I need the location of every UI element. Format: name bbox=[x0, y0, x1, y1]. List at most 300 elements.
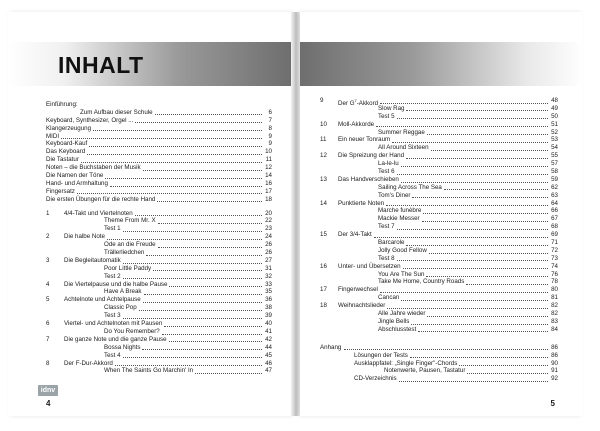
toc-entry-page: 62 bbox=[551, 183, 558, 191]
toc-entry-title: Zum Aufbau dieser Schule bbox=[80, 108, 153, 116]
dot-leader bbox=[418, 331, 548, 332]
toc-entry bbox=[320, 310, 558, 318]
toc-entry-title: Fingersatz bbox=[46, 187, 75, 195]
toc-entry-title: Hand- und Armhaltung bbox=[46, 179, 108, 187]
dot-leader bbox=[142, 349, 262, 350]
dot-leader bbox=[164, 326, 262, 327]
toc-entry bbox=[320, 168, 558, 176]
toc-entry-page: 10 bbox=[265, 148, 272, 156]
toc-entry-page: 22 bbox=[265, 217, 272, 225]
toc-entry bbox=[320, 367, 558, 375]
toc-entry-page: 26 bbox=[265, 241, 272, 249]
toc-entry-page: 86 bbox=[551, 351, 558, 359]
toc-entry-title: Take Me Home, Country Roads bbox=[378, 278, 465, 286]
dot-leader bbox=[135, 122, 262, 123]
toc-entry bbox=[320, 263, 558, 271]
toc-entry bbox=[320, 129, 558, 137]
dot-leader bbox=[143, 170, 262, 171]
page-title: INHALT bbox=[58, 52, 144, 78]
toc-entry bbox=[46, 336, 272, 344]
toc-entry-page: 64 bbox=[551, 199, 558, 207]
dot-leader bbox=[61, 138, 262, 139]
dot-leader bbox=[374, 237, 548, 238]
toc-entry-page: 52 bbox=[551, 128, 558, 136]
dot-leader bbox=[105, 178, 262, 179]
toc-entry-page: 46 bbox=[265, 359, 272, 367]
toc-entry bbox=[320, 360, 558, 368]
toc-entry-title: All Around Sixteen bbox=[378, 144, 429, 152]
toc-entry-page: 38 bbox=[265, 304, 272, 312]
toc-entry-page: 57 bbox=[551, 160, 558, 168]
toc-entry-title: CD-Verzeichnis bbox=[354, 375, 397, 383]
toc-entry-page: 48 bbox=[551, 97, 558, 104]
toc-entry-page: 68 bbox=[551, 223, 558, 231]
right-page bbox=[300, 12, 583, 416]
toc-entry bbox=[320, 318, 558, 326]
toc-entry-page: 18 bbox=[265, 195, 272, 203]
dot-leader bbox=[397, 174, 548, 175]
toc-entry-title: Test 4 bbox=[104, 351, 121, 359]
toc-entry-page: 86 bbox=[551, 343, 558, 351]
toc-right bbox=[320, 97, 558, 383]
toc-entry bbox=[320, 192, 558, 200]
toc-entry-page: 59 bbox=[551, 175, 558, 183]
dot-leader bbox=[146, 255, 262, 256]
toc-entry-title: Test 1 bbox=[104, 225, 121, 233]
toc-entry-page: 84 bbox=[551, 325, 558, 333]
toc-entry-page: 71 bbox=[551, 239, 558, 247]
toc-entry-page: 58 bbox=[551, 168, 558, 176]
toc-entry bbox=[320, 278, 558, 286]
dot-leader bbox=[77, 193, 262, 194]
dot-leader bbox=[144, 294, 263, 295]
toc-entry-page: 6 bbox=[268, 108, 272, 116]
toc-entry bbox=[46, 233, 272, 241]
toc-entry bbox=[320, 247, 558, 255]
toc-entry bbox=[320, 231, 558, 239]
page-number-right: 5 bbox=[550, 399, 555, 408]
dot-leader bbox=[412, 197, 548, 198]
dot-leader bbox=[135, 215, 262, 216]
toc-entry bbox=[320, 294, 558, 302]
toc-entry-page: 76 bbox=[551, 270, 558, 278]
dot-leader bbox=[399, 381, 548, 382]
toc-entry-page: 54 bbox=[551, 144, 558, 152]
toc-entry bbox=[46, 133, 272, 141]
toc-entry bbox=[46, 125, 272, 133]
toc-entry-title: Die ersten Übungen für die rechte Hand bbox=[46, 195, 156, 203]
toc-entry-page: 11 bbox=[265, 156, 272, 164]
dot-leader bbox=[380, 103, 548, 104]
toc-entry-page: 92 bbox=[551, 375, 558, 383]
toc-entry-page: 12 bbox=[265, 164, 272, 172]
toc-entry-page: 91 bbox=[551, 367, 558, 375]
toc-entry-page: 90 bbox=[551, 359, 558, 367]
toc-entry-number: 18 bbox=[320, 302, 327, 310]
dot-leader bbox=[401, 300, 548, 301]
dot-leader bbox=[427, 134, 548, 135]
dot-leader bbox=[431, 150, 548, 151]
toc-entry-page: 39 bbox=[265, 312, 272, 320]
toc-entry-number: 14 bbox=[320, 199, 327, 207]
toc-entry-number: 6 bbox=[46, 320, 50, 328]
toc-entry bbox=[320, 105, 558, 113]
toc-entry-title: Die Viertelpause und die halbe Pause bbox=[64, 280, 168, 288]
toc-left bbox=[46, 101, 272, 375]
toc-entry-title: Cancan bbox=[378, 294, 400, 302]
toc-entry-page: 72 bbox=[551, 246, 558, 254]
toc-entry bbox=[320, 215, 558, 223]
toc-entry-title: Der $G^7$-Akkord bbox=[338, 98, 379, 108]
toc-entry bbox=[320, 121, 558, 129]
toc-entry-title: Jolly Good Fellow bbox=[378, 246, 427, 254]
toc-entry bbox=[46, 225, 272, 233]
toc-entry-page: 35 bbox=[265, 288, 272, 296]
dot-leader bbox=[397, 260, 548, 261]
dot-leader bbox=[422, 221, 548, 222]
toc-entry-number: 12 bbox=[320, 152, 327, 160]
dot-leader bbox=[162, 334, 262, 335]
toc-entry-title: Weihnachtslieder bbox=[338, 302, 386, 310]
toc-entry-title: Die halbe Note bbox=[64, 233, 105, 241]
toc-entry-title: Sailing Across The Sea bbox=[378, 183, 442, 191]
dot-leader bbox=[429, 253, 548, 254]
toc-entry-page: 82 bbox=[551, 310, 558, 318]
toc-entry bbox=[320, 184, 558, 192]
toc-entry-page: 17 bbox=[265, 187, 272, 195]
toc-entry-page: 80 bbox=[551, 286, 558, 294]
toc-entry bbox=[46, 156, 272, 164]
toc-entry bbox=[46, 328, 272, 336]
dot-leader bbox=[87, 154, 262, 155]
toc-entry bbox=[320, 255, 558, 263]
toc-entry-number: 9 bbox=[320, 97, 324, 104]
dot-leader bbox=[158, 223, 262, 224]
toc-entry-title: MIDI bbox=[46, 132, 60, 140]
dot-leader bbox=[423, 213, 548, 214]
toc-entry-title: Test 2 bbox=[104, 272, 121, 280]
toc-entry bbox=[46, 241, 272, 249]
toc-entry bbox=[320, 200, 558, 208]
toc-entry bbox=[46, 210, 272, 218]
toc-entry-page: 73 bbox=[551, 254, 558, 262]
toc-entry-page: 82 bbox=[551, 302, 558, 310]
toc-entry-page: 14 bbox=[265, 172, 272, 180]
toc-entry-page: 40 bbox=[265, 320, 272, 328]
toc-entry bbox=[46, 352, 272, 360]
toc-entry-title: Keyboard, Synthesizer, Orgel ... bbox=[46, 116, 134, 124]
toc-entry bbox=[46, 140, 272, 148]
toc-entry-title: When The Saints Go Marchin' In bbox=[104, 367, 194, 375]
toc-entry-number: 2 bbox=[46, 233, 50, 241]
dot-leader bbox=[123, 357, 262, 358]
toc-entry-page: 51 bbox=[551, 120, 558, 128]
toc-entry-title: Das Handverschieben bbox=[338, 175, 399, 183]
dot-leader bbox=[426, 276, 548, 277]
dot-leader bbox=[155, 114, 262, 115]
toc-entry bbox=[320, 375, 558, 383]
toc-entry-page: 33 bbox=[265, 280, 272, 288]
toc-entry-page: 27 bbox=[265, 256, 272, 264]
dot-leader bbox=[392, 142, 548, 143]
toc-entry bbox=[46, 257, 272, 265]
toc-entry-title: Noten – die Buchstaben der Musik bbox=[46, 164, 141, 172]
dot-leader bbox=[139, 310, 262, 311]
dot-leader bbox=[123, 231, 262, 232]
toc-entry-page: 74 bbox=[551, 262, 558, 270]
toc-entry bbox=[46, 148, 272, 156]
toc-entry-title: Die Tastatur bbox=[46, 156, 79, 164]
toc-entry-page: 32 bbox=[265, 272, 272, 280]
dot-leader bbox=[143, 302, 262, 303]
toc-entry-title: Poor Little Paddy bbox=[104, 264, 152, 272]
book-spine bbox=[291, 12, 300, 416]
toc-entry-page: 78 bbox=[551, 278, 558, 286]
toc-entry-page: 31 bbox=[265, 264, 272, 272]
dot-leader bbox=[93, 130, 262, 131]
toc-entry bbox=[46, 188, 272, 196]
toc-entry-title: Ode an die Freude bbox=[104, 241, 156, 249]
toc-entry-title: Test 6 bbox=[378, 168, 395, 176]
toc-entry-title: Test 8 bbox=[378, 254, 395, 262]
toc-entry bbox=[320, 352, 558, 360]
toc-entry-number: 5 bbox=[46, 296, 50, 304]
toc-entry-number: 10 bbox=[320, 120, 327, 128]
toc-entry-title: Moll-Akkorde bbox=[338, 120, 375, 128]
toc-entry bbox=[320, 223, 558, 231]
dot-leader bbox=[403, 268, 548, 269]
toc-entry bbox=[320, 239, 558, 247]
toc-entry-title: Summer Reggae bbox=[378, 128, 425, 136]
intro-heading: Einführung: bbox=[46, 101, 78, 108]
page-number-left: 4 bbox=[46, 399, 51, 408]
toc-entry-title: Ausklappfatel: „Single Finger"-Chords bbox=[354, 359, 458, 367]
toc-entry-number: 11 bbox=[320, 136, 327, 144]
dot-leader bbox=[406, 158, 548, 159]
toc-entry bbox=[46, 367, 272, 375]
toc-entry-page: 81 bbox=[551, 294, 558, 302]
toc-entry-page: 50 bbox=[551, 112, 558, 120]
toc-entry-title: Marche funèbre bbox=[378, 207, 422, 215]
toc-entry-page: 9 bbox=[268, 132, 272, 140]
toc-entry-page: 47 bbox=[265, 367, 272, 375]
toc-entry bbox=[320, 144, 558, 152]
dot-leader bbox=[157, 201, 262, 202]
toc-entry-title: Das Keyboard bbox=[46, 148, 86, 156]
toc-entry-number: 13 bbox=[320, 175, 327, 183]
toc-entry-title: Mackie Messer bbox=[378, 215, 420, 223]
toc-entry bbox=[46, 109, 272, 117]
toc-entry-page: 9 bbox=[268, 140, 272, 148]
dot-leader bbox=[115, 365, 262, 366]
dot-leader bbox=[169, 286, 262, 287]
toc-entry bbox=[320, 176, 558, 184]
toc-entry-title: Classic Pop bbox=[104, 304, 137, 312]
toc-entry-page: 24 bbox=[265, 233, 272, 241]
toc-entry-number: 3 bbox=[46, 256, 50, 264]
toc-entry bbox=[46, 273, 272, 281]
toc-entry bbox=[46, 312, 272, 320]
toc-entry-page: 7 bbox=[268, 116, 272, 124]
toc-entry-title: Achtelnote und Achtelpause bbox=[64, 296, 141, 304]
toc-entry-number: 4 bbox=[46, 280, 50, 288]
toc-entry bbox=[46, 249, 272, 257]
toc-entry-page: 44 bbox=[265, 343, 272, 351]
toc-entry-title: Test 5 bbox=[378, 112, 395, 120]
toc-entry bbox=[46, 164, 272, 172]
toc-entry bbox=[320, 160, 558, 168]
dot-leader bbox=[195, 373, 262, 374]
dot-leader bbox=[466, 284, 548, 285]
dot-leader bbox=[107, 239, 262, 240]
dot-leader bbox=[123, 263, 262, 264]
toc-entry-title: 4/4-Takt und Viertelnoten bbox=[64, 209, 133, 217]
dot-leader bbox=[81, 162, 262, 163]
toc-entry-page: 66 bbox=[551, 207, 558, 215]
dot-leader bbox=[401, 182, 548, 183]
toc-entry-page: 45 bbox=[265, 351, 272, 359]
toc-entry-title: Der F-Dur-Akkord bbox=[64, 359, 113, 367]
dot-leader bbox=[401, 166, 548, 167]
toc-entry-title: La-le-lu bbox=[378, 160, 399, 168]
toc-entry bbox=[320, 113, 558, 121]
toc-entry-title: Barcarole bbox=[378, 239, 405, 247]
toc-entry-title: You Are The Sun bbox=[378, 270, 425, 278]
toc-entry bbox=[46, 172, 272, 180]
left-page bbox=[8, 12, 291, 416]
toc-entry bbox=[320, 286, 558, 294]
toc-entry bbox=[46, 281, 272, 289]
toc-entry-page: 49 bbox=[551, 104, 558, 112]
toc-entry-title: Notenwerte, Pausen, Tastatur bbox=[384, 367, 466, 375]
dot-leader bbox=[169, 341, 262, 342]
toc-entry-title: Bossa Nights bbox=[104, 343, 141, 351]
toc-entry-title: Die Spreizung der Hand bbox=[338, 152, 405, 160]
dot-leader bbox=[406, 245, 548, 246]
dot-leader bbox=[376, 126, 548, 127]
toc-entry bbox=[46, 217, 272, 225]
toc-entry bbox=[46, 296, 272, 304]
toc-entry-page: 69 bbox=[551, 231, 558, 239]
toc-entry-page: 53 bbox=[551, 136, 558, 144]
toc-entry-title: Test 3 bbox=[104, 312, 121, 320]
toc-entry bbox=[320, 302, 558, 310]
toc-entry-title: Klangerzeugung bbox=[46, 124, 92, 132]
dot-leader bbox=[89, 146, 262, 147]
dot-leader bbox=[410, 357, 548, 358]
toc-entry bbox=[46, 320, 272, 328]
toc-entry-page: 36 bbox=[265, 296, 272, 304]
toc-entry-title: Tom's Diner bbox=[378, 191, 411, 199]
toc-entry-page: 8 bbox=[268, 124, 272, 132]
dot-leader bbox=[411, 324, 548, 325]
toc-entry-page: 20 bbox=[265, 209, 272, 217]
toc-entry bbox=[46, 265, 272, 273]
toc-entry-title: Slow Rag bbox=[378, 104, 405, 112]
title-bar bbox=[8, 42, 291, 86]
toc-entry bbox=[46, 117, 272, 125]
title-bar-right bbox=[300, 42, 583, 86]
dot-leader bbox=[467, 373, 548, 374]
dot-leader bbox=[397, 229, 548, 230]
toc-entry bbox=[320, 326, 558, 334]
toc-entry-title: Have A Break bbox=[104, 288, 142, 296]
dot-leader bbox=[123, 278, 262, 279]
dot-leader bbox=[386, 205, 548, 206]
toc-entry-title: Do You Remember? bbox=[104, 327, 160, 335]
dot-leader bbox=[110, 186, 262, 187]
toc-entry-title: Test 7 bbox=[378, 223, 395, 231]
toc-entry-title: Alle Jahre wieder bbox=[378, 310, 426, 318]
toc-entry-page: 55 bbox=[551, 152, 558, 160]
dot-leader bbox=[406, 110, 548, 111]
dot-leader bbox=[344, 349, 548, 350]
toc-entry-page: 16 bbox=[265, 179, 272, 187]
toc-entry-title: Die Namen der Töne bbox=[46, 172, 104, 180]
toc-entry bbox=[320, 136, 558, 144]
toc-entry-title: Jingle Bells bbox=[378, 317, 410, 325]
toc-entry bbox=[46, 196, 272, 204]
toc-entry-number: Anhang bbox=[320, 343, 342, 351]
toc-entry-number: 8 bbox=[46, 359, 50, 367]
toc-entry bbox=[46, 180, 272, 188]
dot-leader bbox=[397, 118, 548, 119]
toc-entry bbox=[46, 288, 272, 296]
toc-entry-title: Die Begleitautomatik bbox=[64, 256, 121, 264]
toc-entry-title: Lösungen der Tests bbox=[354, 351, 408, 359]
toc-entry-title: Punktierte Noten bbox=[338, 199, 385, 207]
toc-entry bbox=[320, 271, 558, 279]
dot-leader bbox=[459, 365, 548, 366]
publisher-logo: idnv bbox=[38, 385, 58, 396]
dot-leader bbox=[380, 292, 548, 293]
toc-entry-number: 1 bbox=[46, 209, 50, 217]
toc-entry-page: 23 bbox=[265, 225, 272, 233]
toc-entry-title: Theme From Mr. X bbox=[104, 217, 156, 225]
toc-entry-number: 15 bbox=[320, 231, 327, 239]
spacer bbox=[320, 334, 558, 344]
toc-entry-title: Fingerwechsel bbox=[338, 286, 378, 294]
dot-leader bbox=[427, 316, 548, 317]
toc-entry-title: Ein neuer Tonraum bbox=[338, 136, 391, 144]
toc-entry-page: 67 bbox=[551, 215, 558, 223]
toc-entry bbox=[46, 344, 272, 352]
toc-entry bbox=[46, 360, 272, 368]
toc-entry-number: 7 bbox=[46, 335, 50, 343]
dot-leader bbox=[153, 270, 262, 271]
toc-entry-number: 16 bbox=[320, 262, 327, 270]
toc-entry-page: 63 bbox=[551, 191, 558, 199]
toc-entry-title: Viertel- und Achtelnoten mit Pausen bbox=[64, 320, 163, 328]
toc-entry bbox=[320, 344, 558, 352]
toc-entry bbox=[46, 304, 272, 312]
toc-entry-page: 26 bbox=[265, 249, 272, 257]
toc-entry-title: Unter- und Übersetzen bbox=[338, 262, 401, 270]
dot-leader bbox=[387, 308, 548, 309]
toc-entry-title: Abschlusstest bbox=[378, 325, 417, 333]
toc-entry-title: Der 3/4-Takt bbox=[338, 231, 372, 239]
dot-leader bbox=[123, 318, 262, 319]
toc-entry bbox=[320, 207, 558, 215]
toc-entry-title: Trällerliedchen bbox=[104, 249, 145, 257]
toc-entry-title: Keyboard-Kauf bbox=[46, 140, 88, 148]
toc-entry-number: 17 bbox=[320, 286, 327, 294]
toc-entry-page: 41 bbox=[265, 327, 272, 335]
toc-entry-page: 42 bbox=[265, 335, 272, 343]
dot-leader bbox=[444, 189, 548, 190]
toc-entry-title: Die ganze Note und die ganze Pause bbox=[64, 335, 167, 343]
dot-leader bbox=[158, 247, 262, 248]
